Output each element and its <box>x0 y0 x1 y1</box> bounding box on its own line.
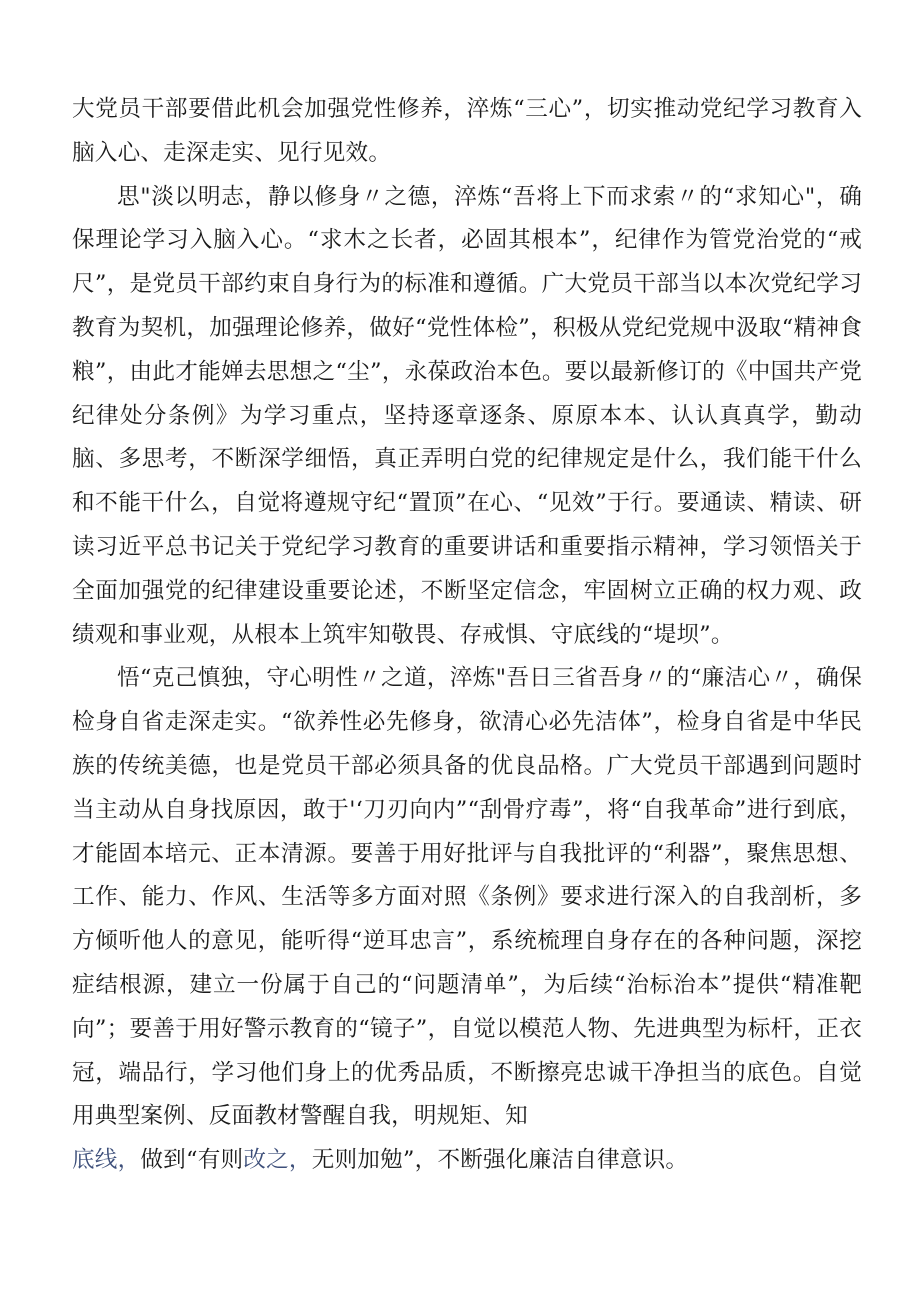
paragraph-intro: 大党员干部要借此机会加强党性修养，淬炼“三心”，切实推动党纪学习教育入脑入心、走深走实、见行见效。 <box>72 96 862 166</box>
text-accent-1: 底线， <box>72 1147 141 1174</box>
text-plain-1: 做到“有则 <box>140 1147 244 1174</box>
document-page <box>72 88 862 1183</box>
text-accent-2: 改之， <box>243 1147 312 1174</box>
paragraph-closing-line <box>72 1139 862 1183</box>
paragraph-self-reflection: 悟“克己慎独，守心明性〃之道，淬炼"吾日三省吾身〃的“廉洁心〃，确保检身自省走深走实。“欲养性必先修身，欲清心必先洁体”，检身自省是中华民族的传统美德，也是党员干部必须具备的优良品格。广大党员干部遇到问题时当主动从自身找原因，敢于'‘刀刃向内”“刮骨疗毒”，将“自我革命”进行到底，才能固本培元、正本清源。要善于用好批评与自我批评的“利器”，聚焦思想、工作、能力、作风、生活等多方面对照《条例》要求进行深入的自我剖析，多方倾听他人的意见，能听得“逆耳忠言”，系统梳理自身存在的各种问题，深挖症结根源，建立一份属于自己的“问题清单”，为后续“治标治本”提供“精准靶向”；要善于用好警示教育的“镜子”，自觉以模范人物、先进典型为标杆，正衣冠，端品行，学习他们身上的优秀品质，不断擦亮忠诚干净担当的底色。自觉用典型案例、反面教材警醒自我，明规矩、知 <box>72 665 862 1130</box>
text-plain-2: 无则加勉”，不断强化廉洁自律意识。 <box>311 1147 689 1174</box>
paragraph-study: 思"淡以明志，静以修身〃之德，淬炼“吾将上下而求索〃的“求知心"，确保理论学习入脑入心。“求木之长者，必固其根本”，纪律作为管党治党的“戒尺”，是党员干部约束自身行为的标准和遵循。广大党员干部当以本次党纪学习教育为契机，加强理论修养，做好“党性体检”，积极从党纪党规中汲取“精神食粮”，由此才能婵去思想之“尘”，永葆政治本色。要以最新修订的《中国共产党纪律处分条例》为学习重点，坚持逐章逐条、原原本本、认认真真学，勤动脑、多思考，不断深学细悟，真正弄明白党的纪律规定是什么，我们能干什么和不能干什么，自觉将遵规守纪“置顶”在心、“见效”于行。要通读、精读、研读习近平总书记关于党纪学习教育的重要讲话和重要指示精神，学习领悟关于全面加强党的纪律建设重要论述，不断坚定信念，牢固树立正确的权力观、政绩观和事业观，从根本上筑牢知敬畏、存戒惧、守底线的“堤坝”。 <box>72 183 862 648</box>
